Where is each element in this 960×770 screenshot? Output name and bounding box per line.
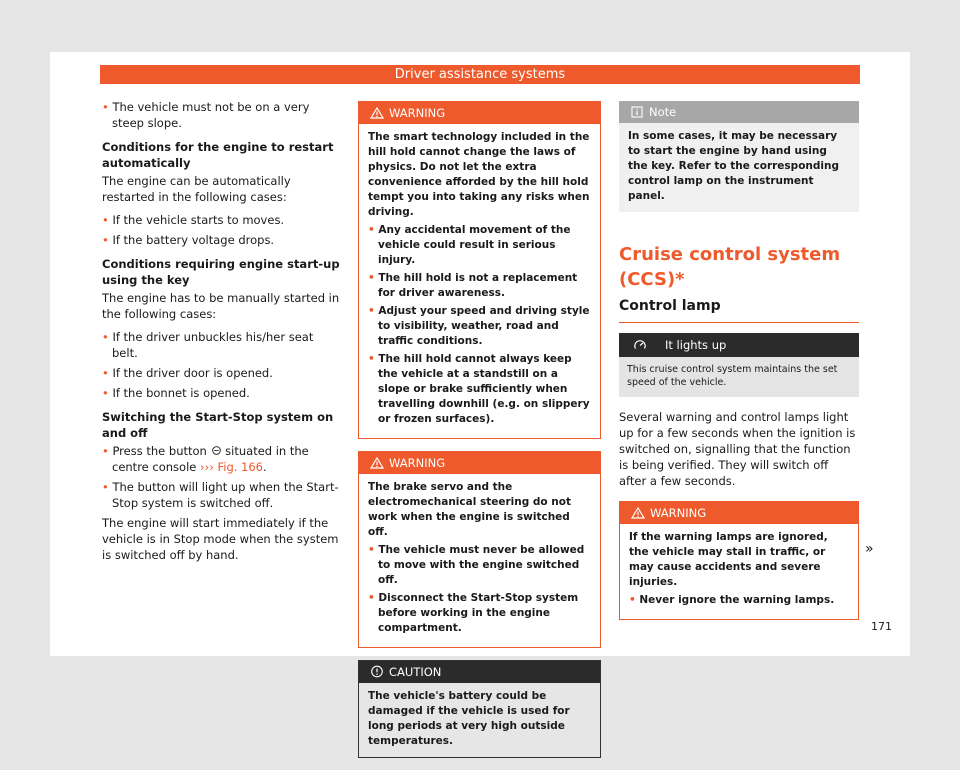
list-item: • Press the button situated in the centre console ››› Fig. 166. [102, 444, 309, 474]
warning-triangle-icon [369, 457, 385, 469]
section-heading: Conditions requiring engine start-up using the key [102, 257, 340, 287]
list-item-text: Disconnect the Start-Stop system before working in the engine compartment. [378, 592, 579, 634]
list-item [629, 593, 849, 608]
lamp-description: This cruise control system maintains the set speed of the vehicle. [619, 357, 859, 397]
list-item-text: Any accidental movement of the vehicle could result in serious injury. [378, 224, 571, 266]
bullet-dot: • [368, 272, 379, 284]
paragraph: Several warning and control lamps light up for a few seconds when the ignition is switched on, signalling that the function is being verified. They will switch off after a few seconds. [619, 410, 856, 488]
warning-body [359, 474, 600, 647]
bullet-dot: • [102, 366, 113, 380]
list-item-text: If the driver door is opened. [112, 366, 273, 380]
caution-header [359, 661, 600, 683]
list-item-text: The hill hold cannot always keep the vehicle at a standstill on a slope or brake sufficiently when travelling downhill (e.g. on slippery or frozen surfaces). [378, 353, 590, 425]
warning-body [359, 124, 600, 438]
bullet-dot: • [102, 480, 113, 494]
bullet-dot: • [629, 594, 640, 606]
caution-body: The vehicle's battery could be damaged if the vehicle is used for long periods at very high outside temperatures. [368, 690, 570, 747]
list-item-text: Adjust your speed and driving style to visibility, weather, road and traffic conditions. [378, 305, 590, 347]
list-item-text: The vehicle must not be on a very steep slope. [112, 100, 310, 130]
note-label: Note [649, 105, 677, 119]
bullet-dot: • [368, 544, 379, 556]
list-item [102, 365, 342, 381]
caution-label: CAUTION [389, 665, 442, 679]
list-item-text: The button will light up when the Start-Stop system is switched off. [112, 480, 339, 510]
page-header: Driver assistance systems [100, 65, 860, 84]
list-item [102, 479, 342, 511]
list-item [102, 385, 342, 401]
list-item [102, 232, 342, 248]
list-item-text: The hill hold is not a replacement for driver awareness. [378, 272, 578, 299]
control-lamp-bar [619, 333, 859, 357]
section-heading: Switching the Start-Stop system on and off [102, 410, 334, 440]
list-item [368, 352, 591, 427]
bullet-dot: • [102, 100, 113, 114]
list-item-text: If the driver unbuckles his/her seat belt. [112, 330, 314, 360]
list-item-text: Press the button [112, 444, 207, 458]
section-heading: Conditions for the engine to restart automatically [102, 140, 334, 170]
list-item [368, 304, 591, 349]
info-icon [629, 106, 645, 118]
continued-mark: » [865, 541, 874, 557]
list-item-text: If the vehicle starts to moves. [112, 213, 285, 227]
list-item [368, 271, 591, 301]
list-item-text: Never ignore the warning lamps. [639, 594, 835, 606]
lamp-label: It lights up [665, 338, 727, 352]
warning-header [359, 102, 600, 124]
bullet-dot: • [102, 330, 113, 344]
cross-reference-arrows: ››› [200, 460, 214, 474]
paragraph: The engine will start immediately if the vehicle is in Stop mode when the system is switched off by hand. [102, 516, 339, 562]
warning-label: WARNING [389, 456, 446, 470]
caution-circle-icon [369, 665, 385, 678]
left-column [102, 99, 342, 570]
warning-label: WARNING [650, 506, 707, 520]
caution-box [358, 660, 601, 758]
section-title: Cruise control system (CCS)* [619, 244, 841, 290]
list-item [102, 329, 342, 361]
figure-link[interactable]: Fig. 166 [217, 460, 264, 474]
bullet-dot: • [368, 305, 379, 317]
warning-box [358, 101, 601, 439]
warning-triangle-icon [369, 107, 385, 119]
list-item [368, 543, 591, 588]
warning-header [359, 452, 600, 474]
note-body: In some cases, it may be necessary to start the engine by hand using the key. Refer to the corresponding control lamp on the instrument panel. [628, 130, 839, 202]
note-box [619, 101, 859, 212]
warning-text: If the warning lamps are ignored, the vehicle may stall in traffic, or may cause accidents and severe injuries. [629, 531, 828, 588]
warning-box [619, 501, 859, 620]
warning-text: The smart technology included in the hill hold cannot change the laws of physics. Do not let the extra convenience afforded by the hill hold tempt you into taking any risks when driving. [368, 131, 590, 218]
bullet-dot: • [368, 353, 379, 365]
cruise-control-gauge-icon [633, 338, 647, 352]
list-item [368, 223, 591, 268]
warning-box [358, 451, 601, 648]
right-column [619, 101, 859, 632]
warning-header [620, 502, 858, 524]
start-stop-button-icon [211, 445, 222, 456]
warning-body [620, 524, 858, 619]
page-number: 171 [871, 620, 892, 633]
warning-text: The brake servo and the electromechanical steering do not work when the engine is switched off. [368, 481, 571, 538]
list-item [102, 212, 342, 228]
list-item-text: situated in the centre console [112, 444, 309, 474]
bullet-dot: • [102, 233, 113, 247]
list-item-text: The vehicle must never be allowed to move with the engine switched off. [378, 544, 585, 586]
paragraph: The engine has to be manually started in the following cases: [102, 291, 340, 321]
warning-triangle-icon [630, 507, 646, 519]
section-subtitle: Control lamp [619, 298, 859, 323]
bullet-dot: • [102, 386, 113, 400]
list-item [368, 591, 591, 636]
middle-column [358, 101, 601, 770]
bullet-dot: • [368, 592, 379, 604]
list-item-text: If the bonnet is opened. [112, 386, 250, 400]
bullet-dot: • [102, 213, 113, 227]
bullet-dot: • [102, 444, 113, 458]
list-item [102, 99, 342, 131]
paragraph: The engine can be automatically restarted in the following cases: [102, 174, 291, 204]
bullet-dot: • [368, 224, 379, 236]
warning-label: WARNING [389, 106, 446, 120]
note-header [619, 101, 859, 123]
list-item-text: If the battery voltage drops. [112, 233, 275, 247]
